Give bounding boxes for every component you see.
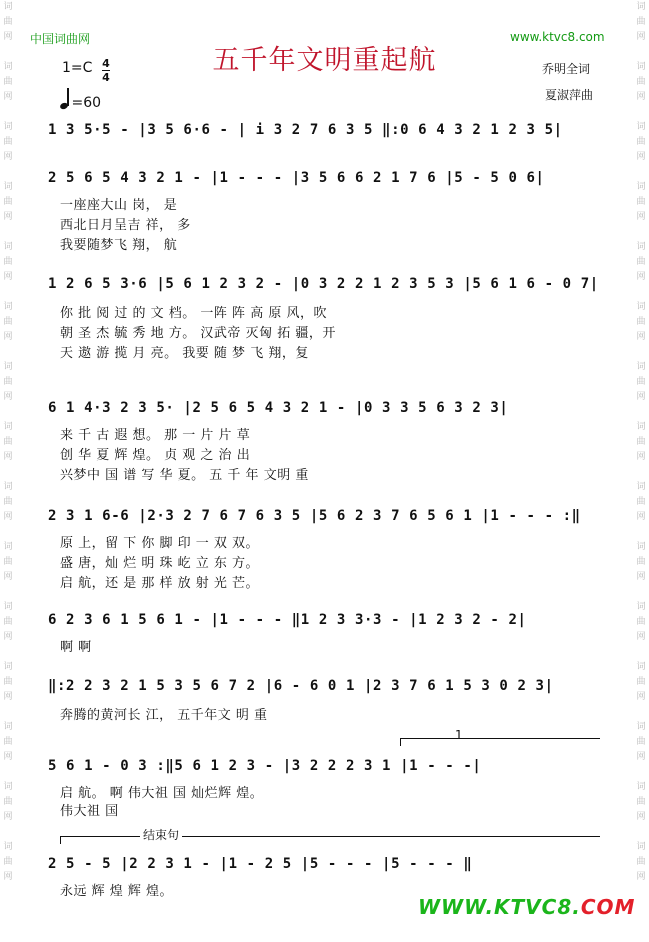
lyric-line: 兴梦中 国 谱 写 华 夏。 五 千 年 文明 重 [60,468,309,483]
lyric-line: 启 航，还 是 那 样 放 射 光 芒。 [60,576,260,591]
lyric-line: 天 遨 游 揽 月 亮。 我要 随 梦 飞 翔，复 [60,346,309,361]
key-signature: 1=C [62,60,93,76]
lyric-line: 你 批 阅 过 的 文 档。 一阵 阵 高 原 风，吹 [60,306,327,321]
score-system-9: 2 5 - 5 |2 2 3 1 - |1 - 2 5 |5 - - - |5 - - - ‖ [48,856,473,872]
coda-label: 结束句 [140,826,182,843]
site-name-left[interactable]: 中国词曲网 [30,32,91,46]
composer-credit: 夏淑萍曲 [545,88,594,102]
meter-bottom: 4 [102,71,110,84]
lyric-line: 我要随梦飞 翔， 航 [60,238,178,253]
score-system-7: ‖:2 2 3 2 1 5 3 5 6 7 2 |6 - 6 0 1 |2 3 7 6 1 5 3 0 2 3| [48,678,554,694]
quarter-note-icon [59,102,69,110]
tempo-value: =60 [71,95,102,111]
lyric-line: 一座座大山 岗， 是 [60,198,178,213]
watermark-left: 词 曲 网 词 曲 网 词 曲 网 词 曲 网 词 曲 网 词 曲 网 词 曲 网 词 曲 网 词 曲 网 词 曲 网 词 曲 网 词 曲 网 词 曲 网 词 曲 网 词 曲 网 [3,2,13,882]
lyric-line: 伟大祖 国 [60,804,119,819]
lyric-line: 来 千 古 遐 想。 那 一 片 片 草 [60,428,251,443]
lyric-line: 西北日月呈吉 祥， 多 [60,218,191,233]
coda-bracket-edge [60,836,61,844]
song-title: 五千年文明重起航 [212,45,437,76]
score-system-4: 6 1 4·3 2 3 5· |2 5 6 5 4 3 2 1 - |0 3 3 5 6 3 2 3| [48,400,509,416]
score-system-2: 2 5 6 5 4 3 2 1 - |1 - - - |3 5 6 6 2 1 7 6 |5 - 5 0 6| [48,170,545,186]
tempo-marking [60,88,101,111]
score-system-1: 1 3 5·5 - |3 5 6·6 - | i 3 2 7 6 3 5 ‖:0 6 4 3 2 1 2 3 5| [48,122,563,138]
site-logo[interactable] [418,895,635,919]
watermark-right: 词 曲 网 词 曲 网 词 曲 网 词 曲 网 词 曲 网 词 曲 网 词 曲 网 词 曲 网 词 曲 网 词 曲 网 词 曲 网 词 曲 网 词 曲 网 词 曲 网 词 曲 网 [636,2,646,882]
lyric-line: 朝 圣 杰 毓 秀 地 方。 汉武帝 灭匈 拓 疆，开 [60,326,336,341]
volta-bracket-edge [400,738,401,746]
logo-main: WWW.KTVC8. [418,895,581,919]
lyric-line: 原 上，留 下 你 脚 印 一 双 双。 [60,536,260,551]
volta-bracket [400,738,600,739]
score-system-5: 2 3 1 6-6 |2·3 2 7 6 7 6 3 5 |5 6 2 3 7 6 5 6 1 |1 - - - :‖ [48,508,581,524]
lyric-line: 盛 唐，灿 烂 明 珠 屹 立 东 方。 [60,556,260,571]
lyric-line: 啊 啊 [60,640,92,655]
lyric-line: 永远 辉 煌 辉 煌。 [60,884,174,899]
lyric-line: 奔腾的黄河长 江， 五千年文 明 重 [60,708,268,723]
time-signature [102,58,110,83]
score-system-8: 5 6 1 - 0 3 :‖5 6 1 2 3 - |3 2 2 2 3 1 |1 - - -| [48,758,482,774]
lyric-line: 启 航。 啊 伟大祖 国 灿烂辉 煌。 [60,786,264,801]
meter-top: 4 [102,57,110,70]
score-system-3: 1 2 6 5 3·6 |5 6 1 2 3 2 - |0 3 2 2 1 2 3 5 3 |5 6 1 6 - 0 7| [48,276,599,292]
score-system-6: 6 2 3 6 1 5 6 1 - |1 - - - ‖1 2 3 3·3 - |1 2 3 2 - 2| [48,612,527,628]
lyric-line: 创 华 夏 辉 煌。 贞 观 之 治 出 [60,448,251,463]
volta-label: 1 [455,728,463,742]
lyricist-credit: 乔明全词 [542,62,591,76]
site-url-right[interactable]: www.ktvc8.com [510,30,605,44]
logo-accent: COM [580,895,636,919]
